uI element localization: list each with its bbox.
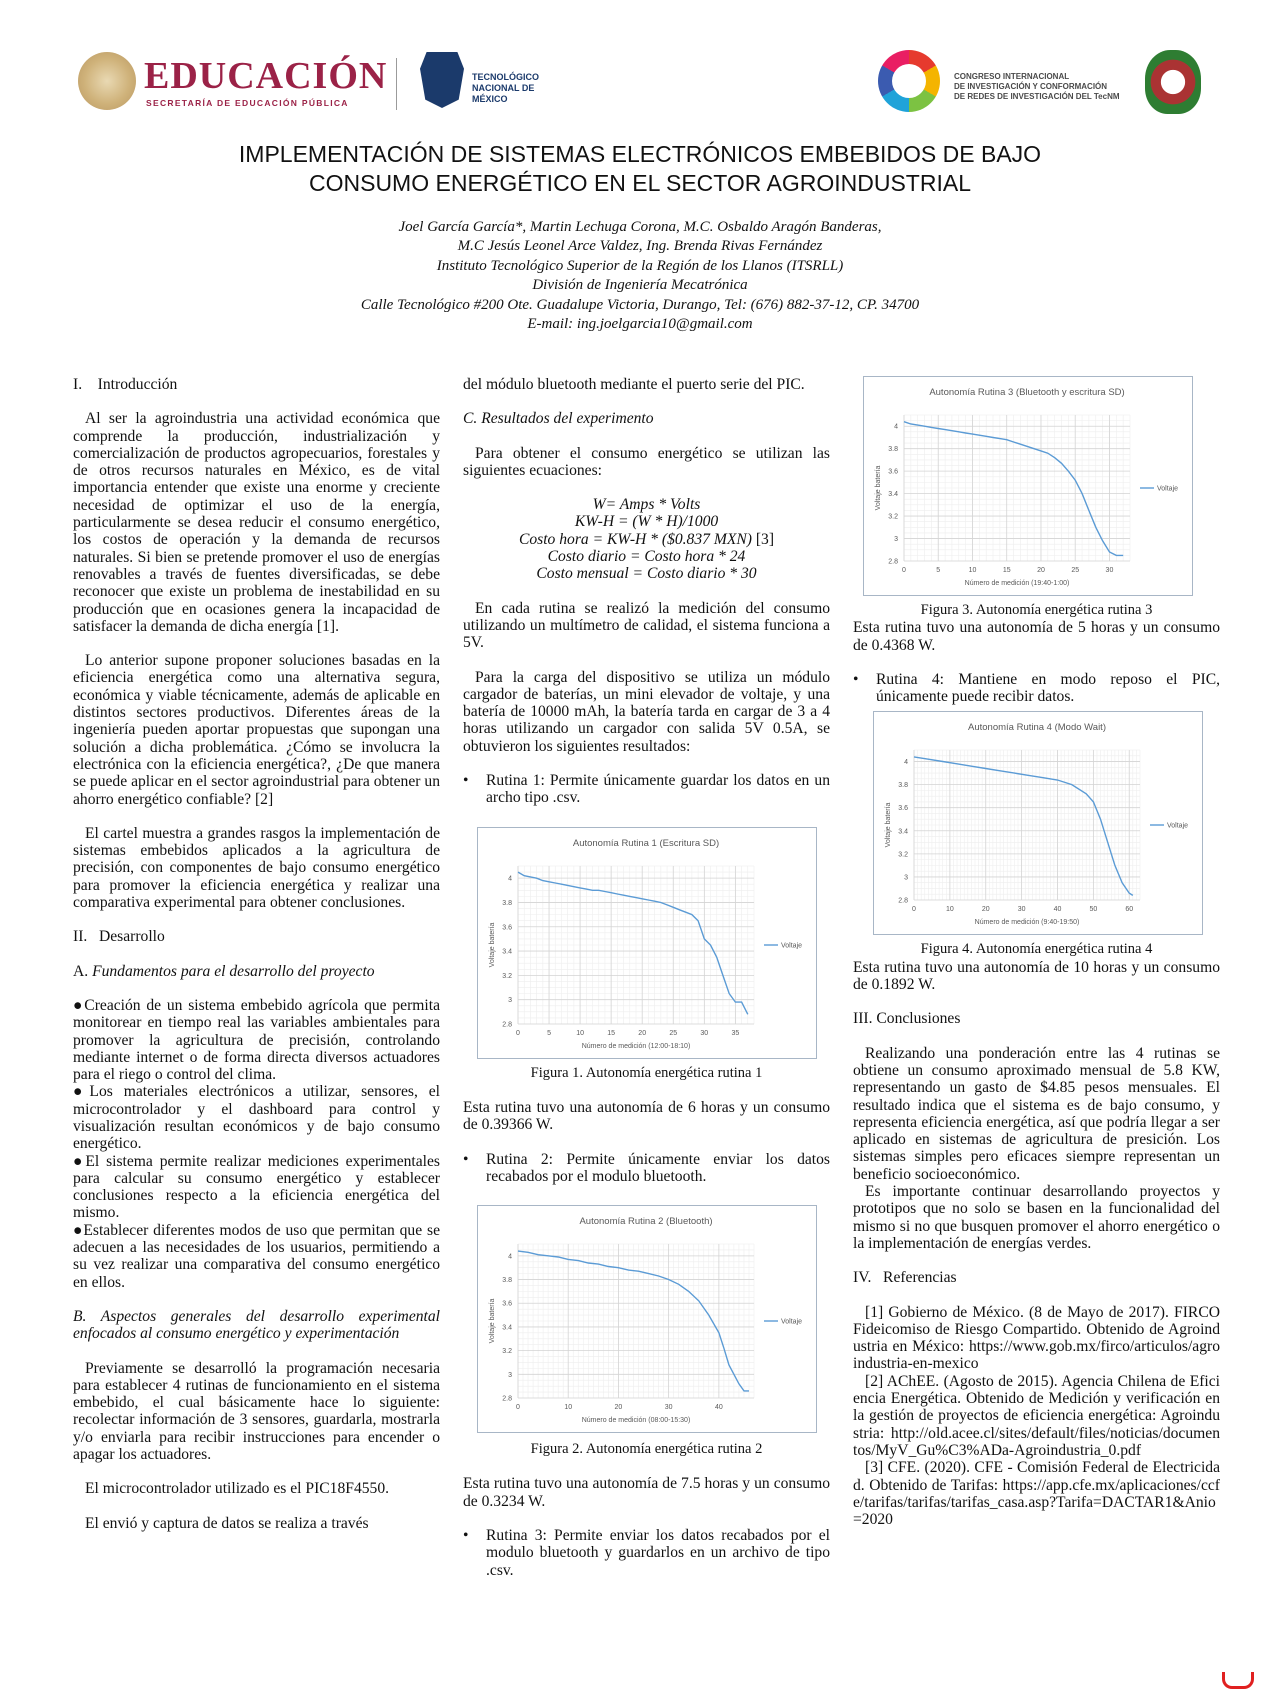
x-tick-label: 30 xyxy=(1017,906,1026,914)
bullet-icon: • xyxy=(463,1527,469,1545)
x-tick-label: 20 xyxy=(638,1029,647,1037)
tecnm-shield-icon xyxy=(420,52,464,108)
reference-3: [3] CFE. (2020). CFE - Comisión Federal de Electricidad. Obtenido de Tarifas: https://app.cfe.mx/aplicaciones/ccfe/tarifas/tarifas/tarifas_casa.asp?Tarifa=DACTAR1&Anio=2020 xyxy=(853,1459,1220,1529)
y-tick-label: 4 xyxy=(508,1253,512,1261)
y-tick-label: 3.2 xyxy=(888,513,898,521)
chart-routine-3 xyxy=(863,376,1193,596)
development-heading: II. Desarrollo xyxy=(73,928,165,946)
x-tick-label: 0 xyxy=(516,1029,520,1037)
figure-1-caption: Figura 1. Autonomía energética rutina 1 xyxy=(530,1064,763,1081)
y-tick-label: 2.8 xyxy=(502,1395,512,1403)
y-tick-label: 3 xyxy=(904,874,908,882)
subsection-a-heading xyxy=(73,963,440,980)
y-axis-label: Voltaje batería xyxy=(885,803,892,848)
sep-logo xyxy=(78,52,388,116)
x-tick-label: 35 xyxy=(731,1029,740,1037)
routine-2-text: Rutina 2: Permite únicamente enviar los datos recabados por el modulo bluetooth. xyxy=(486,1150,830,1185)
mexico-seal-icon xyxy=(78,52,136,110)
bullet-icon: • xyxy=(463,772,469,790)
conclusions-paragraph-2: Es importante continuar desarrollando proyectos y prototipos que no solo se basen en la funcionalidad del mismo si no que busquen promover el ahorro energético o la implementación de energías verdes. xyxy=(853,1183,1220,1252)
title-line-1: IMPLEMENTACIÓN DE SISTEMAS ELECTRÓNICOS EMBEBIDOS DE BAJO xyxy=(238,141,1042,167)
x-axis-label: Número de medición (08:00-15:30) xyxy=(581,1417,691,1425)
legend-label: Voltaje xyxy=(781,1318,803,1326)
x-tick-label: 0 xyxy=(902,567,906,574)
poster-title xyxy=(0,140,1280,198)
congress-wordmark xyxy=(954,72,1120,102)
sep-wordmark: EDUCACIÓN xyxy=(144,55,388,97)
congress-line2: DE INVESTIGACIÓN Y CONFORMACIÓN xyxy=(954,82,1108,91)
bullet-item: ●El sistema permite realizar mediciones experimentales para calcular su consumo energético y establecer conclusiones respecto a la eficiencia energética del mismo. xyxy=(73,1152,440,1222)
subsection-b-heading: B. Aspectos generales del desarrollo experimental enfocados al consumo energético y experimentación xyxy=(73,1307,440,1343)
y-tick-label: 3.6 xyxy=(502,1300,512,1308)
y-tick-label: 3.4 xyxy=(888,491,898,499)
equation-1: W= Amps * Volts xyxy=(592,496,701,514)
intro-paragraph-3: El cartel muestra a grandes rasgos la implementación de sistemas embebidos aplicados a la agricultura de precisión, con componentes de bajo consumo energético para promover la eficiencia energética y realizar una comparativa experimental para obtener conclusiones. xyxy=(73,824,440,912)
y-tick-label: 3.6 xyxy=(898,805,908,813)
x-tick-label: 0 xyxy=(912,906,916,914)
y-tick-label: 3.6 xyxy=(888,468,898,476)
x-tick-label: 10 xyxy=(945,906,954,914)
results-paragraph-2: Para la carga del dispositivo se utiliza un módulo cargador de baterías, un mini elevador de voltaje, y una batería de 10000 mAh, la batería tarda en cargar de 3 a 4 horas utilizando un cargador con salida 5V 0.5A, se obtuvieron los siguientes resultados: xyxy=(463,668,830,755)
y-tick-label: 3.2 xyxy=(502,1348,512,1356)
results-paragraph-1: En cada rutina se realizó la medición del consumo utilizando un multímetro de calidad, el sistema funciona a 5V. xyxy=(463,599,830,652)
figure-2-caption: Figura 2. Autonomía energética rutina 2 xyxy=(530,1441,763,1458)
bullet-item: ●Creación de un sistema embebido agrícola que permita monitorear en tiempo real las variables ambientales para promover la agricultura de precisión, controlando mediante internet o de forma directa diversos actuadores para el riego o control del clima. xyxy=(73,996,440,1084)
chart-routine-1 xyxy=(477,827,817,1059)
x-tick-label: 60 xyxy=(1125,906,1134,914)
x-axis-label: Número de medición (12:00-18:10) xyxy=(581,1042,691,1050)
x-tick-label: 40 xyxy=(714,1404,723,1412)
series-line-voltaje xyxy=(914,757,1133,896)
bullet-icon: • xyxy=(853,670,859,688)
logo-divider xyxy=(396,58,397,110)
routine-3-result: Esta rutina tuvo una autonomía de 5 horas y un consumo de 0.4368 W. xyxy=(853,619,1220,654)
congress-ring-icon xyxy=(878,50,940,112)
chart-title: Autonomía Rutina 2 (Bluetooth) xyxy=(579,1216,713,1228)
x-tick-label: 10 xyxy=(576,1029,585,1037)
x-tick-label: 15 xyxy=(607,1029,616,1037)
method-paragraph-3: El envió y captura de datos se realiza a través xyxy=(85,1514,369,1532)
intro-heading: I. Introducción xyxy=(73,376,178,393)
tecnm-line1: TECNOLÓGICO xyxy=(472,72,539,82)
address-line: Calle Tecnológico #200 Ote. Guadalupe Victoria, Durango, Tel: (676) 882-37-12, CP. 34700 xyxy=(360,296,920,313)
figure-3-caption: Figura 3. Autonomía energética rutina 3 xyxy=(920,602,1153,618)
sep-subtitle: SECRETARÍA DE EDUCACIÓN PÚBLICA xyxy=(146,98,349,108)
references-heading: IV. Referencias xyxy=(853,1269,957,1287)
legend-label: Voltaje xyxy=(1167,822,1189,830)
x-tick-label: 25 xyxy=(669,1029,678,1037)
y-tick-label: 3 xyxy=(508,1371,512,1379)
legend-label: Voltaje xyxy=(1157,485,1179,493)
method-paragraph-1: Previamente se desarrolló la programación necesaria para establecer 4 rutinas de funcionamiento en el sistema embebido, el cual básicamente hace lo siguiente: recolectar información de 3 sensores, guardarla, mostrarla y/o enviarla para recibir instrucciones para encender o apagar los actuadores. xyxy=(73,1359,440,1464)
x-tick-label: 50 xyxy=(1089,906,1098,914)
subsection-a-prefix: A. xyxy=(73,962,93,980)
intro-paragraph-2: Lo anterior supone proponer soluciones basadas en la eficiencia energética como una alternativa segura, económica y viable técnicamente, además de aplicable en distintos sectores productivos. Diferentes áreas de la ingeniería pueden aportar propuestas que supongan una solución a dicha problemática. ¿Cómo se involucra la electrónica con la eficiencia energética?, ¿De que manera se puede aplicar en el sector agroindustrial para obtener un ahorro energético confiable? [2] xyxy=(73,652,440,808)
routine-4-bullet xyxy=(853,671,1220,706)
routine-4-result: Esta rutina tuvo una autonomía de 10 horas y un consumo de 0.1892 W. xyxy=(853,958,1220,994)
column-1 xyxy=(73,376,440,1532)
x-tick-label: 20 xyxy=(1037,567,1045,574)
x-tick-label: 20 xyxy=(614,1404,623,1412)
equation-3 xyxy=(463,531,830,548)
y-tick-label: 3.4 xyxy=(502,948,512,956)
routine-3-bullet xyxy=(463,1527,830,1579)
x-tick-label: 5 xyxy=(936,567,941,574)
y-tick-label: 3.8 xyxy=(888,446,898,454)
y-axis-label: Voltaje batería xyxy=(489,922,496,968)
series-line-voltaje xyxy=(518,872,748,1014)
subsection-a-title: Fundamentos para el desarrollo del proyecto xyxy=(92,962,375,980)
routine-1-text: Rutina 1: Permite únicamente guardar los datos en un archo tipo .csv. xyxy=(486,772,830,807)
routine-2-bullet xyxy=(463,1151,830,1186)
bullet-item: ●Los materiales electrónicos a utilizar, sensores, el microcontrolador y el dashboard para control y visualización resultan económicos y de bajo consumo energético. xyxy=(73,1083,440,1153)
institution-line: Instituto Tecnológico Superior de la Región de los Llanos (ITSRLL) xyxy=(436,257,844,274)
y-tick-label: 2.8 xyxy=(502,1021,512,1029)
y-tick-label: 3.2 xyxy=(898,851,908,859)
y-tick-label: 4 xyxy=(894,423,898,431)
y-axis-label: Voltaje batería xyxy=(489,1298,496,1344)
x-tick-label: 30 xyxy=(664,1404,673,1412)
bullet-item: ●Establecer diferentes modos de uso que permitan que se adecuen a las necesidades de los usuarios, permitiendo a su vez realizar una comparativa del consumo energético en ellos. xyxy=(73,1221,440,1291)
division-line: División de Ingeniería Mecatrónica xyxy=(532,277,748,294)
x-tick-label: 5 xyxy=(547,1029,552,1037)
institute-seal-icon xyxy=(1145,50,1201,114)
continued-paragraph: del módulo bluetooth mediante el puerto serie del PIC. xyxy=(463,376,805,393)
congress-logo xyxy=(878,50,1128,120)
routine-1-bullet xyxy=(463,772,830,807)
x-tick-label: 10 xyxy=(968,567,977,574)
chart-title: Autonomía Rutina 1 (Escritura SD) xyxy=(572,837,720,849)
tecnm-line2: NACIONAL DE MÉXICO xyxy=(472,83,535,104)
column-2 xyxy=(463,376,830,1579)
y-tick-label: 2.8 xyxy=(888,558,898,566)
x-tick-label: 10 xyxy=(564,1404,573,1412)
chart-routine-2 xyxy=(477,1205,817,1433)
x-tick-label: 40 xyxy=(1053,906,1062,914)
tecnm-wordmark xyxy=(472,72,570,105)
x-axis-label: Número de medición (19:40-1:00) xyxy=(964,580,1070,587)
y-tick-label: 3.2 xyxy=(502,972,512,980)
x-tick-label: 30 xyxy=(700,1029,709,1037)
method-paragraph-2: El microcontrolador utilizado es el PIC18F4550. xyxy=(85,1480,390,1498)
y-tick-label: 3.4 xyxy=(502,1324,512,1332)
y-tick-label: 3.8 xyxy=(502,899,512,907)
legend-label: Voltaje xyxy=(781,942,803,950)
routine-4-text: Rutina 4: Mantiene en modo reposo el PIC, únicamente puede recibir datos. xyxy=(876,670,1220,706)
equation-5: Costo mensual = Costo diario * 30 xyxy=(536,565,757,583)
chart-title: Autonomía Rutina 3 (Bluetooth y escritura SD) xyxy=(929,387,1125,398)
chart-routine-4 xyxy=(873,711,1203,935)
congress-line3: DE REDES DE INVESTIGACIÓN DEL TecNM xyxy=(954,92,1120,101)
y-tick-label: 3.6 xyxy=(502,923,512,931)
y-tick-label: 3 xyxy=(894,536,898,544)
y-tick-label: 4 xyxy=(508,875,512,883)
equation-4: Costo diario = Costo hora * 24 xyxy=(547,548,746,566)
x-tick-label: 20 xyxy=(981,906,990,914)
x-tick-label: 25 xyxy=(1071,567,1080,574)
y-tick-label: 3.4 xyxy=(898,828,908,836)
equations-intro: Para obtener el consumo energético se utilizan las siguientes ecuaciones: xyxy=(463,444,830,479)
x-tick-label: 15 xyxy=(1002,567,1011,574)
title-line-2: CONSUMO ENERGÉTICO EN EL SECTOR AGROINDUSTRIAL xyxy=(309,170,971,196)
x-tick-label: 30 xyxy=(1105,567,1114,574)
routine-3-text: Rutina 3: Permite enviar los datos recabados por el modulo bluetooth y guardarlos en un archivo de tipo .csv. xyxy=(486,1527,830,1579)
reference-2: [2] AChEE. (Agosto de 2015). Agencia Chilena de Eficiencia Energética. Obtenido de Medición y verificación en la gestión de proyectos de eficiencia energética: Agroindustria: http://old.acee.cl/sites/default/files/noticias/documentos/MyV_Gu%C3%ADa-Agroindustria_0.pdf xyxy=(853,1372,1220,1459)
column-3 xyxy=(853,376,1220,1528)
subsection-c-heading: C. Resultados del experimento xyxy=(463,410,654,428)
authors-line-1: Joel García García*, Martin Lechuga Corona, M.C. Osbaldo Aragón Banderas, xyxy=(398,219,882,235)
y-tick-label: 4 xyxy=(904,759,908,767)
bullet-icon: • xyxy=(463,1150,469,1168)
email-line: E-mail: ing.joelgarcia10@gmail.com xyxy=(527,316,753,333)
conclusions-paragraph-1: Realizando una ponderación entre las 4 rutinas se obtiene un consumo aproximado mensual de 5.8 KW, representando un gasto de $4.85 pesos mensuales. El resultado indica que el sistema es de bajo consumo, y representa eficiencia energética, así que podría llegar a ser aplicado en sistemas de agricultura de presición. Los sistemas simples pero eficaces siempre representan un beneficio socioeconómico. xyxy=(853,1044,1220,1183)
reference-1: [1] Gobierno de México. (8 de Mayo de 2017). FIRCO Fideicomiso de Riesgo Compartido. Obtenido de Agroindustria en México: https://www.gob.mx/firco/articulos/agroindustria-en-mexico xyxy=(853,1303,1220,1373)
corner-mark xyxy=(1222,1672,1254,1689)
figure-4-caption: Figura 4. Autonomía energética rutina 4 xyxy=(920,941,1153,958)
equation-3-ref: [3] xyxy=(751,530,775,548)
routine-1-result: Esta rutina tuvo una autonomía de 6 horas y un consumo de 0.39366 W. xyxy=(463,1098,830,1134)
equation-2: KW-H = (W * H)/1000 xyxy=(574,513,719,531)
congress-line1: CONGRESO INTERNACIONAL xyxy=(954,72,1070,81)
x-tick-label: 0 xyxy=(516,1404,520,1412)
authors-line-2: M.C Jesús Leonel Arce Valdez, Ing. Brenda Rivas Fernández xyxy=(457,238,823,255)
y-axis-label: Voltaje batería xyxy=(875,465,882,511)
tecnm-logo xyxy=(420,52,570,112)
author-block xyxy=(0,218,1280,334)
equation-3-text: Costo hora = KW-H * ($0.837 MXN) xyxy=(518,530,752,548)
y-tick-label: 3 xyxy=(508,996,512,1004)
routine-2-result: Esta rutina tuvo una autonomía de 7.5 horas y un consumo de 0.3234 W. xyxy=(463,1475,830,1510)
chart-title: Autonomía Rutina 4 (Modo Wait) xyxy=(968,722,1106,734)
y-tick-label: 2.8 xyxy=(898,897,908,905)
conclusions-heading: III. Conclusiones xyxy=(853,1010,961,1028)
y-tick-label: 3.8 xyxy=(898,782,908,790)
x-axis-label: Número de medición (9:40-19:50) xyxy=(974,919,1080,927)
y-tick-label: 3.8 xyxy=(502,1277,512,1285)
intro-paragraph-1: Al ser la agroindustria una actividad económica que comprende la producción, industrialización y comercialización de productos agropecuarios, forestales y de otros recursos naturales en México, es de vital importancia entender que existe una enorme y creciente necesidad de optimizar el uso de la energía, particularmente se desea reducir el consumo energético, los costos de operación y la demanda de recursos naturales. Si bien se pretende promover el uso de energías renovables a través de fuentes diversificadas, se debe reconocer que existe un problema de inestabilidad en su producción que en ocasiones genera la incapacidad de satisfacer la demanda de dicha energía [1]. xyxy=(73,410,440,635)
